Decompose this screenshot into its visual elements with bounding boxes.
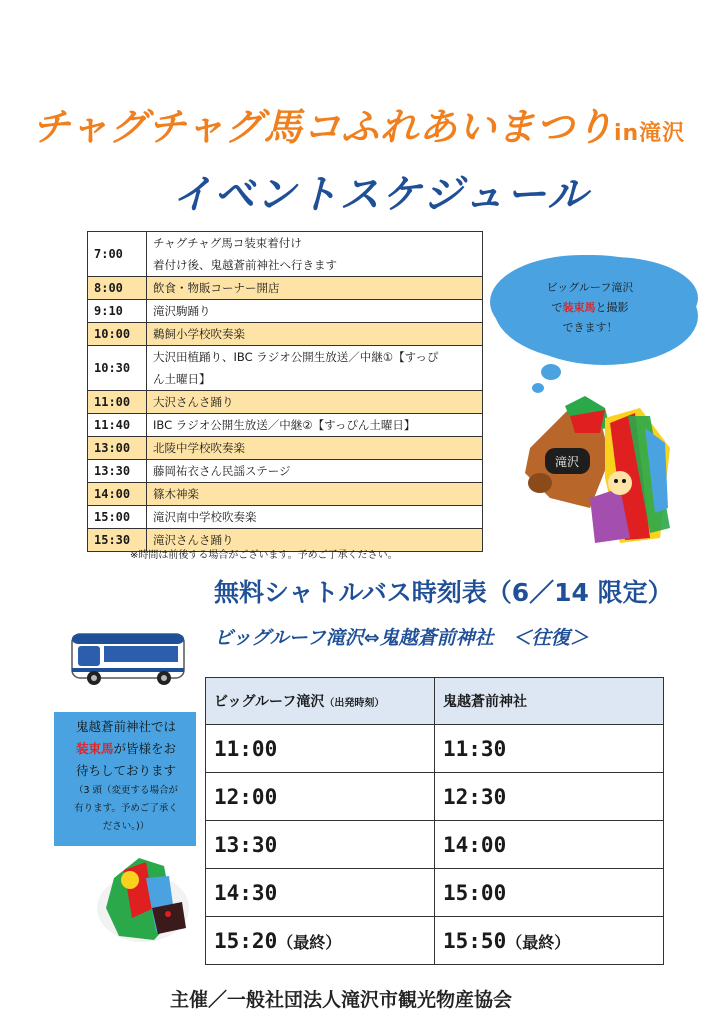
schedule-event-line: 大沢さんさ踊り <box>153 395 234 409</box>
departure-time <box>206 869 435 917</box>
svg-text:滝沢: 滝沢 <box>554 455 580 469</box>
schedule-event-line: 滝沢南中学校吹奏楽 <box>153 510 257 524</box>
event-title-main: チャグチャグ馬コふれあいまつり <box>32 105 614 149</box>
column-header-label: ビッグルーフ滝沢 <box>214 694 325 710</box>
time-value: 15:20 <box>214 928 278 953</box>
shrine-time <box>435 869 664 917</box>
schedule-time: 9:10 <box>88 300 147 323</box>
bubble-text-part: と撮影 <box>595 301 629 314</box>
schedule-time: 13:00 <box>88 437 147 460</box>
time-value: 12:00 <box>214 784 278 809</box>
schedule-event <box>147 483 483 506</box>
schedule-event-line: 滝沢さんさ踊り <box>153 533 234 547</box>
bubble-line: ビッグルーフ滝沢 <box>546 281 634 294</box>
schedule-time: 10:00 <box>88 323 147 346</box>
event-title-suffix: in滝沢 <box>613 121 686 146</box>
bubble-tail-dot <box>541 364 561 380</box>
timetable-row <box>206 773 664 821</box>
schedule-time: 11:00 <box>88 391 147 414</box>
time-value: 12:30 <box>443 784 507 809</box>
schedule-row <box>88 437 483 460</box>
departure-time <box>206 773 435 821</box>
info-highlight: 装束馬 <box>75 741 114 756</box>
bubble-highlight: 装束馬 <box>562 301 596 314</box>
schedule-event-line: チャグチャグ馬コ装束着付け <box>153 236 302 250</box>
column-header-note: （出発時刻） <box>324 698 385 709</box>
info-note-line: 有ります。予めご了承く <box>74 803 178 814</box>
bubble-line <box>510 298 670 318</box>
shrine-time <box>435 773 664 821</box>
schedule-time: 13:30 <box>88 460 147 483</box>
schedule-event-line: 大沢田植踊り、IBC ラジオ公開生放送／中継①【すっぴ <box>153 350 439 364</box>
bubble-text-part: で <box>551 301 563 314</box>
schedule-event <box>147 277 483 300</box>
schedule-event-line: 飲食・物販コーナー開店 <box>153 281 280 295</box>
timetable-row <box>206 869 664 917</box>
info-line: 待ちしております <box>75 763 176 778</box>
schedule-event-line: IBC ラジオ公開生放送／中継②【すっぴん土曜日】 <box>153 418 416 432</box>
schedule-event-line: 篠木神楽 <box>153 487 199 501</box>
time-value: 11:30 <box>443 736 507 761</box>
schedule-row <box>88 460 483 483</box>
timetable-row <box>206 917 664 965</box>
schedule-time: 14:00 <box>88 483 147 506</box>
time-value: 14:00 <box>443 832 507 857</box>
timetable-row <box>206 725 664 773</box>
schedule-row <box>88 232 483 277</box>
schedule-event <box>147 300 483 323</box>
event-title <box>32 96 702 151</box>
info-note-line: （3 頭（変更する場合が <box>73 785 179 796</box>
schedule-row <box>88 506 483 529</box>
schedule-time: 15:30 <box>88 529 147 552</box>
schedule-row <box>88 414 483 437</box>
schedule-event <box>147 506 483 529</box>
departure-time <box>206 821 435 869</box>
schedule-note: ※時間は前後する場合がございます。予めご了承ください。 <box>130 550 398 561</box>
shrine-info-text <box>58 716 194 836</box>
schedule-event <box>147 414 483 437</box>
info-line <box>58 738 194 760</box>
schedule-time: 10:30 <box>88 346 147 391</box>
schedule-event <box>147 346 483 391</box>
schedule-row <box>88 323 483 346</box>
chagu-horse-mascot-illustration <box>510 388 680 548</box>
schedule-event <box>147 437 483 460</box>
time-value: 14:30 <box>214 880 278 905</box>
time-value: 13:30 <box>214 832 278 857</box>
shrine-time <box>435 917 664 965</box>
shuttle-timetable-title: 無料シャトルバス時刻表（6／14 限定） <box>214 578 673 607</box>
column-header-shrine <box>435 678 664 725</box>
info-note-line: ださい。)） <box>102 821 150 832</box>
schedule-row <box>88 277 483 300</box>
column-header-departure <box>206 678 435 725</box>
schedule-row <box>88 300 483 323</box>
info-text-part: が皆様をお <box>113 741 177 756</box>
schedule-title: イベントスケジュール <box>172 172 590 218</box>
time-value: 15:50 <box>443 928 507 953</box>
decorated-horse-photo <box>94 848 192 944</box>
schedule-event-line: 鵜飼小学校吹奏楽 <box>153 327 245 341</box>
shrine-time <box>435 725 664 773</box>
last-bus-note: （最終） <box>277 932 342 952</box>
bubble-line: できます！ <box>562 321 618 334</box>
schedule-time: 8:00 <box>88 277 147 300</box>
schedule-row <box>88 346 483 391</box>
schedule-time: 7:00 <box>88 232 147 277</box>
schedule-event-line: 滝沢駒踊り <box>153 304 211 318</box>
schedule-event-line: 着付け後、鬼越蒼前神社へ行きます <box>153 258 337 272</box>
event-schedule-table <box>87 231 483 552</box>
departure-time <box>206 725 435 773</box>
bus-icon <box>68 628 188 688</box>
schedule-time: 15:00 <box>88 506 147 529</box>
shuttle-route: ビッグルーフ滝沢⇔鬼越蒼前神社 ＜往復＞ <box>214 627 589 649</box>
organizer-credit: 主催／一般社団法人滝沢市観光物産協会 <box>170 989 513 1011</box>
schedule-row <box>88 391 483 414</box>
last-bus-note: （最終） <box>506 932 571 952</box>
info-line: 鬼越蒼前神社では <box>75 719 176 734</box>
shuttle-timetable <box>205 677 664 965</box>
schedule-row <box>88 483 483 506</box>
column-header-label: 鬼越蒼前神社 <box>443 694 527 710</box>
schedule-event <box>147 460 483 483</box>
shrine-time <box>435 821 664 869</box>
departure-time <box>206 917 435 965</box>
time-value: 11:00 <box>214 736 278 761</box>
schedule-time: 11:40 <box>88 414 147 437</box>
schedule-event-line: ん土曜日】 <box>153 372 211 386</box>
bubble-text <box>510 278 670 338</box>
schedule-event-line: 北陵中学校吹奏楽 <box>153 441 245 455</box>
schedule-event <box>147 232 483 277</box>
timetable-row <box>206 821 664 869</box>
schedule-event <box>147 391 483 414</box>
schedule-event <box>147 323 483 346</box>
time-value: 15:00 <box>443 880 507 905</box>
schedule-event-line: 藤岡祐衣さん民謡ステージ <box>153 464 291 478</box>
